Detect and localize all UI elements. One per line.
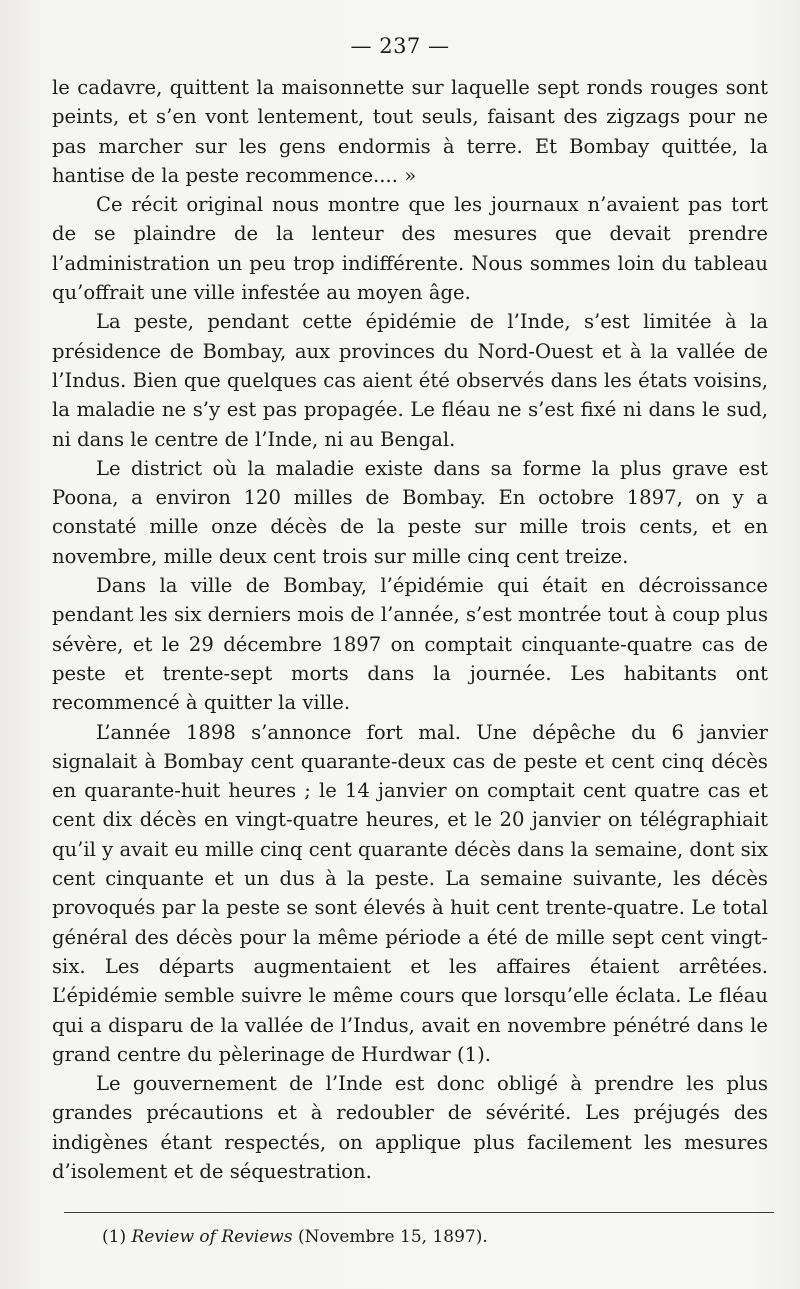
- paragraph-2: Ce récit original nous montre que les journaux n’avaient pas tort de se plaindre de la lenteur des mesures que devait prendre l’administration un peu trop indifférente. Nous sommes loin du tableau qu’offrait une ville infestée au moyen âge.: [52, 193, 768, 305]
- paragraph-5: Dans la ville de Bombay, l’épidémie qui était en décroissance pendant les six derniers mois de l’année, s’est montrée tout à coup plus sévère, et le 29 décembre 1897 on comptait cinquante-quatre cas de peste et trente-sept morts dans la journée. Les habitants ont recommencé à quitter la ville.: [52, 574, 768, 715]
- footnote-divider: [64, 1212, 774, 1213]
- paragraph-7: Le gouvernement de l’Inde est donc obligé à prendre les plus grandes précautions et à redoubler de sévérité. Les préjugés des indigènes étant respectés, on applique plus facilement les mesures d’isolement et de séquestration.: [52, 1072, 768, 1183]
- footnote-marker: (1): [102, 1227, 127, 1247]
- page-number: — 237 —: [350, 34, 450, 58]
- footnote-title: Review of Reviews: [131, 1227, 293, 1247]
- footnote-detail: (Novembre 15, 1897).: [298, 1227, 488, 1247]
- body-text: [52, 73, 768, 1186]
- footnote: [102, 1225, 762, 1249]
- paragraph-4: Le district où la maladie existe dans sa forme la plus grave est Poona, a environ 120 milles de Bombay. En octobre 1897, on y a constaté mille onze décès de la peste sur mille trois cents, et en novembre, mille deux cent trois sur mille cinq cent treize.: [52, 456, 768, 568]
- paragraph-3: La peste, pendant cette épidémie de l’Inde, s’est limitée à la présidence de Bombay, aux provinces du Nord-Ouest et à la vallée de l’Indus. Bien que quelques cas aient été observés dans les états voisins, la maladie ne s’y est pas propagée. Le fléau ne s’est fixé ni dans le sud, ni dans le centre de l’Inde, ni au Bengal.: [52, 310, 768, 451]
- paragraph-1: le cadavre, quittent la maisonnette sur laquelle sept ronds rouges sont peints, et s’en vont lentement, tout seuls, faisant des zigzags pour ne pas marcher sur les gens endormis à terre. Et Bombay quittée, la hantise de la peste recommence.... »: [52, 76, 768, 187]
- paragraph-6: L’année 1898 s’annonce fort mal. Une dépêche du 6 janvier signalait à Bombay cent quarante-deux cas de peste et cent cinq décès en quarante-huit heures ; le 14 janvier on comptait cent quatre cas et cent dix décès en vingt-quatre heures, et le 20 janvier on télégraphiait qu’il y avait eu mille cinq cent quarante décès dans la semaine, dont six cent cinquante et un dus à la peste. La semaine suivante, les décès provoqués par la peste se sont élevés à huit cent trente-quatre. Le total général des décès pour la même période a été de mille sept cent vingt-six. Les départs augmentaient et les affaires étaient arrêtées. L’épidémie semble suivre le même cours que lorsqu’elle éclata. Le fléau qui a disparu de la vallée de l’Indus, avait en novembre pénétré dans le grand centre du pèlerinage de Hurdwar (1).: [52, 720, 768, 1066]
